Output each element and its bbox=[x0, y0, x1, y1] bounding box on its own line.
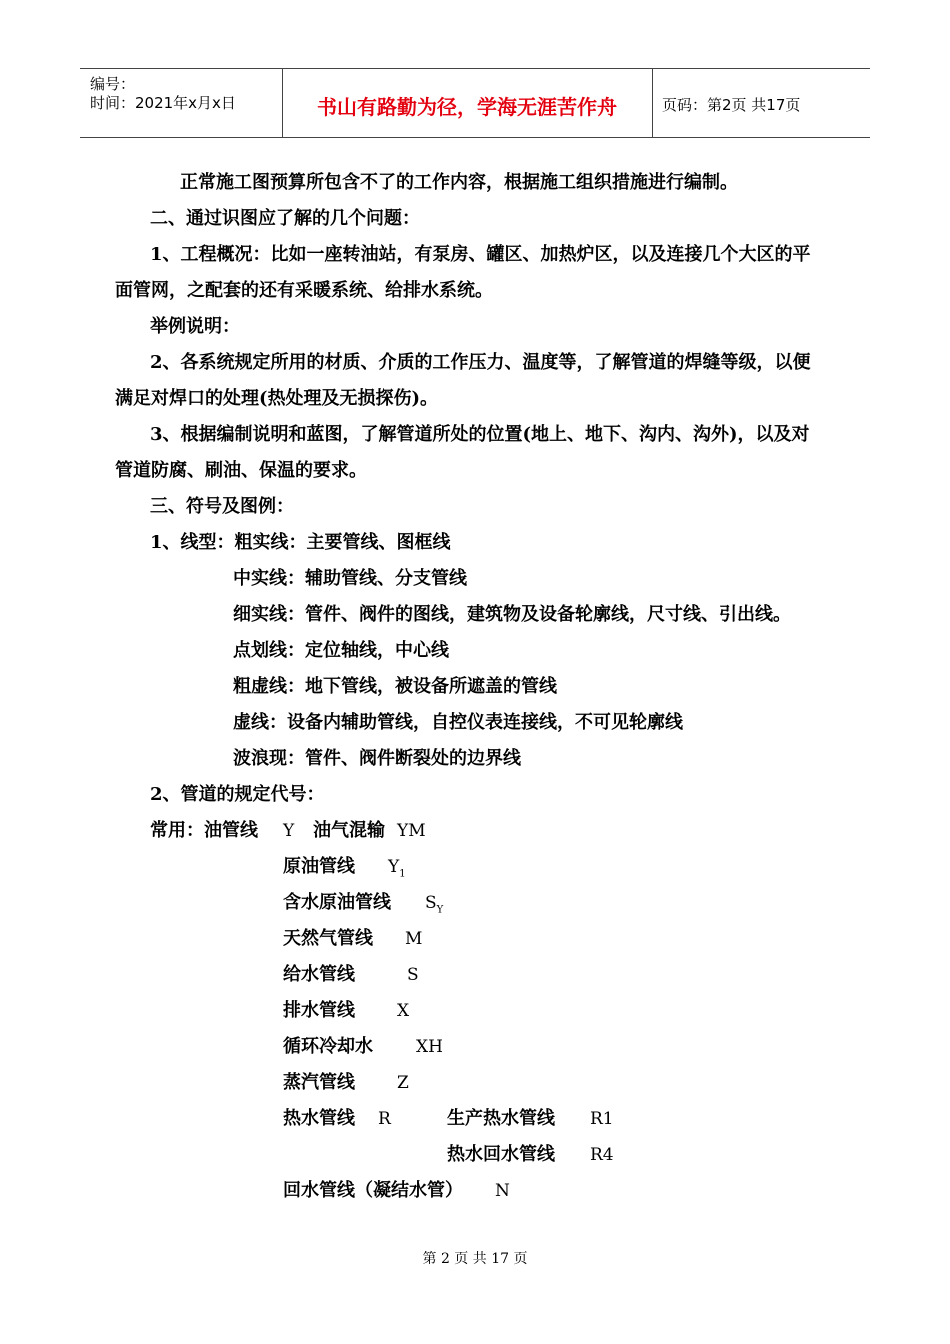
body-line: 正常施工图预算所包含不了的工作内容，根据施工组织措施进行编制。 bbox=[180, 172, 738, 193]
pipe-code: M bbox=[405, 929, 423, 949]
pipe-code: X bbox=[397, 1001, 410, 1021]
pipe-name: 生产热水管线 bbox=[447, 1108, 555, 1129]
line-type-item: 点划线：定位轴线，中心线 bbox=[233, 640, 449, 661]
pipe-code-heading: 2、管道的规定代号： bbox=[150, 784, 325, 805]
document-header bbox=[80, 68, 870, 138]
body-line: 管道防腐、刷油、保温的要求。 bbox=[115, 460, 367, 481]
serial-label: 编号： bbox=[90, 75, 136, 93]
pipe-name: 循环冷却水 bbox=[283, 1036, 373, 1057]
pipe-name: 油气混输 bbox=[313, 820, 385, 841]
body-line: 2、各系统规定所用的材质、介质的工作压力、温度等，了解管道的焊缝等级，以便 bbox=[150, 352, 811, 373]
pipe-code: Z bbox=[397, 1073, 409, 1093]
line-type-item: 波浪现：管件、阀件断裂处的边界线 bbox=[233, 748, 521, 769]
pipe-code: R4 bbox=[590, 1145, 614, 1165]
line-type-item: 1、线型：粗实线：主要管线、图框线 bbox=[150, 532, 451, 553]
body-line: 满足对焊口的处理(热处理及无损探伤)。 bbox=[115, 388, 439, 409]
pipe-code: R bbox=[378, 1109, 391, 1129]
pipe-code: YM bbox=[397, 821, 426, 841]
pipe-name: 含水原油管线 bbox=[283, 892, 391, 913]
pipe-name: 蒸汽管线 bbox=[283, 1072, 355, 1093]
pipe-code: $S_Y$ bbox=[425, 893, 444, 916]
body-line: 面管网，之配套的还有采暖系统、给排水系统。 bbox=[115, 280, 493, 301]
pipe-code: Y bbox=[283, 821, 295, 841]
pipe-name: 常用：油管线 bbox=[150, 820, 258, 841]
body-line: 举例说明： bbox=[150, 316, 240, 337]
header-motto-cell bbox=[282, 69, 653, 137]
line-type-item: 粗虚线：地下管线，被设备所遮盖的管线 bbox=[233, 676, 557, 697]
pipe-code: $Y_1$ bbox=[388, 857, 406, 880]
line-type-item: 细实线：管件、阀件的图线，建筑物及设备轮廓线，尺寸线、引出线。 bbox=[233, 604, 791, 625]
pipe-code: N bbox=[495, 1181, 510, 1201]
pipe-name: 给水管线 bbox=[283, 964, 355, 985]
pipe-name: 排水管线 bbox=[283, 1000, 355, 1021]
section-heading-2: 二、通过识图应了解的几个问题： bbox=[150, 208, 420, 229]
page-info: 页码：第2页 共17页 bbox=[662, 96, 801, 114]
header-page-cell bbox=[652, 69, 870, 137]
motto-text: 书山有路勤为径，学海无涯苦作舟 bbox=[317, 95, 617, 119]
pipe-name: 热水管线 bbox=[283, 1108, 355, 1129]
section-heading-3: 三、符号及图例： bbox=[150, 496, 294, 517]
pipe-name: 热水回水管线 bbox=[447, 1144, 555, 1165]
time-label: 时间：2021年x月x日 bbox=[90, 94, 236, 112]
pipe-name: 原油管线 bbox=[283, 856, 355, 877]
line-type-item: 虚线：设备内辅助管线，自控仪表连接线，不可见轮廓线 bbox=[233, 712, 683, 733]
pipe-name: 回水管线（凝结水管） bbox=[283, 1180, 463, 1201]
line-type-item: 中实线：辅助管线、分支管线 bbox=[233, 568, 467, 589]
pipe-name: 天然气管线 bbox=[283, 928, 373, 949]
body-line: 1、工程概况：比如一座转油站，有泵房、罐区、加热炉区，以及连接几个大区的平 bbox=[150, 244, 811, 265]
body-line: 3、根据编制说明和蓝图，了解管道所处的位置(地上、地下、沟内、沟外)，以及对 bbox=[150, 424, 810, 445]
header-meta-cell bbox=[80, 69, 283, 137]
pipe-code: XH bbox=[416, 1037, 443, 1057]
page-footer: 第 2 页 共 17 页 bbox=[422, 1251, 528, 1267]
pipe-code: S bbox=[407, 965, 419, 985]
pipe-code: R1 bbox=[590, 1109, 614, 1129]
